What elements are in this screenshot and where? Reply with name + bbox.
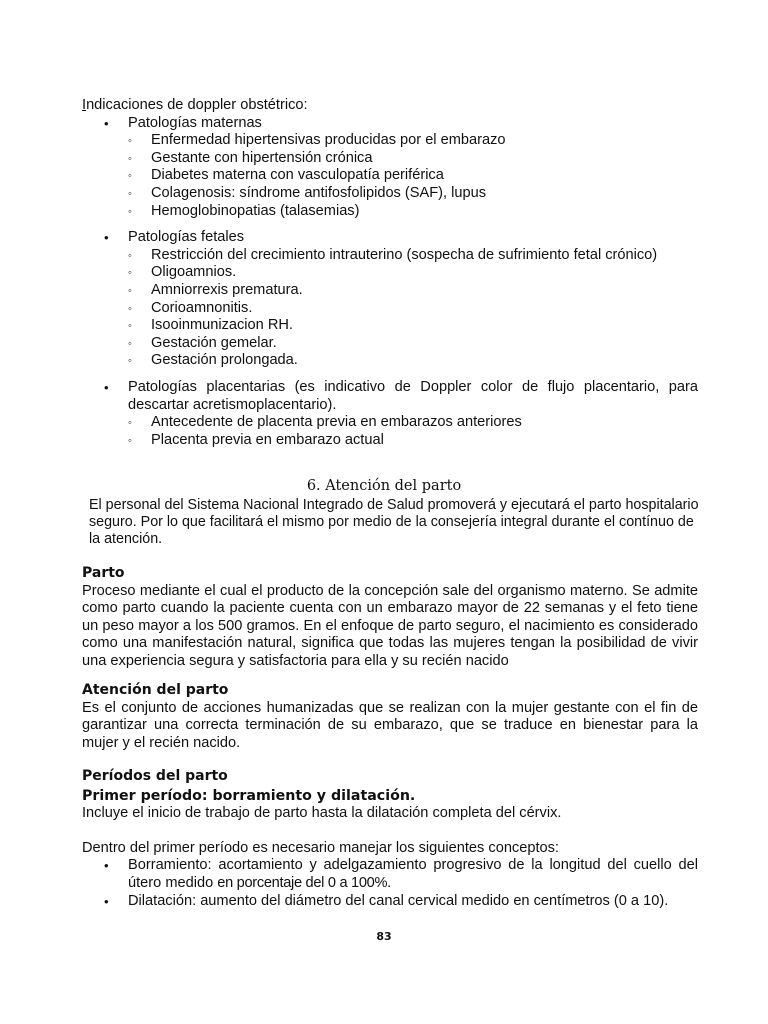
maternal-title: Patologías maternas bbox=[128, 114, 262, 131]
list-item bbox=[82, 857, 698, 892]
circle-bullet-icon: ◦ bbox=[128, 267, 132, 280]
borramiento-text: Borramiento: acortamiento y adelgazamiento progresivo de la longitud del cuello del útero medido bbox=[128, 857, 698, 891]
list-item-text: Gestante con hipertensión crónica bbox=[151, 149, 373, 166]
doppler-intro bbox=[82, 97, 698, 115]
bullet-icon: • bbox=[104, 893, 109, 909]
circle-bullet-icon: ◦ bbox=[128, 434, 132, 447]
section-intro-text: El personal del Sistema Nacional Integrado de Salud promoverá y ejecutará el parto hospitalario seguro. Por lo que facilitará el mismo por medio de la consejería integral durante el contínuo de la atención. bbox=[89, 497, 699, 547]
page-number: 83 bbox=[376, 930, 392, 943]
list-item-text: Gestación prolongada. bbox=[151, 352, 298, 369]
circle-bullet-icon: ◦ bbox=[128, 337, 132, 350]
periodos-heading: Períodos del parto bbox=[82, 768, 228, 784]
fetal-list bbox=[82, 229, 698, 370]
section-intro bbox=[89, 497, 700, 548]
maternal-list bbox=[82, 115, 698, 221]
list-item-text: Corioamnonitis. bbox=[151, 299, 253, 316]
list-item bbox=[82, 414, 698, 432]
list-item bbox=[82, 264, 698, 282]
concepts-intro: Dentro del primer período es necesario manejar los siguientes conceptos: bbox=[82, 839, 559, 856]
list-item bbox=[82, 432, 698, 450]
list-item bbox=[82, 282, 698, 300]
list-item-text: Diabetes materna con vasculopatía periférica bbox=[151, 167, 444, 184]
circle-bullet-icon: ◦ bbox=[128, 187, 132, 200]
circle-bullet-icon: ◦ bbox=[128, 355, 132, 368]
circle-bullet-icon: ◦ bbox=[128, 249, 132, 262]
parto-heading: Parto bbox=[82, 565, 125, 581]
circle-bullet-icon: ◦ bbox=[128, 205, 132, 218]
list-item bbox=[82, 352, 698, 370]
list-item bbox=[82, 300, 698, 318]
borramiento-text-end: en porcentaje del 0 a 100%. bbox=[217, 874, 391, 891]
intro-rest: ndicaciones de doppler obstétrico: bbox=[86, 97, 308, 113]
doppler-section bbox=[82, 97, 698, 449]
concepts-list bbox=[82, 857, 698, 910]
fetal-bullet bbox=[82, 229, 698, 247]
circle-bullet-icon: ◦ bbox=[128, 302, 132, 315]
bullet-icon: • bbox=[104, 379, 109, 395]
periodos-section bbox=[82, 768, 698, 910]
circle-bullet-icon: ◦ bbox=[128, 170, 132, 183]
first-period-heading: Primer período: borramiento y dilatación. bbox=[82, 787, 416, 804]
list-item-text: Isooinmunizacion RH. bbox=[151, 317, 293, 334]
list-item bbox=[82, 247, 698, 265]
list-item-text: Placenta previa en embarazo actual bbox=[151, 431, 384, 448]
list-item bbox=[82, 893, 698, 911]
bullet-icon: • bbox=[104, 230, 109, 246]
list-item bbox=[82, 203, 698, 221]
first-period-text: Incluye el inicio de trabajo de parto hasta la dilatación completa del cérvix. bbox=[82, 805, 562, 822]
list-item-text: Hemoglobinopatias (talasemias) bbox=[151, 202, 360, 219]
intro-first-letter: I bbox=[82, 97, 87, 113]
circle-bullet-icon: ◦ bbox=[128, 417, 132, 430]
list-item bbox=[82, 150, 698, 168]
list-item bbox=[82, 335, 698, 353]
list-item bbox=[82, 167, 698, 185]
list-item bbox=[82, 185, 698, 203]
atencion-text: Es el conjunto de acciones humanizadas que se realizan con la mujer gestante con el fin de garantizar una correcta terminación de su embarazo, que se traduce en bienestar para la mujer y el recién nacido. bbox=[82, 699, 698, 751]
list-item-text: Enfermedad hipertensivas producidas por el embarazo bbox=[151, 132, 506, 149]
list-item bbox=[82, 317, 698, 335]
atencion-section bbox=[82, 682, 698, 752]
list-item-text: Antecedente de placenta previa en embarazos anteriores bbox=[151, 414, 522, 431]
list-item-text: Gestación gemelar. bbox=[151, 334, 277, 351]
section-heading: 6. Atención del parto bbox=[306, 478, 462, 494]
bullet-icon: • bbox=[104, 858, 109, 874]
placental-title: Patologías placentarias (es indicativo de Doppler color de flujo placentario, para descartar acretismoplacentario). bbox=[128, 378, 698, 413]
parto-text: Proceso mediante el cual el producto de la concepción sale del organismo materno. Se admite como parto cuando la paciente cuenta con un embarazo mayor de 22 semanas y el feto tiene un peso mayor a los 500 gramos. En el enfoque de parto seguro, el nacimiento es considerado como una manifestación natural, significa que todas las mujeres tengan la posibilidad de vivir una experiencia segura y satisfactoria para ella y su recién nacido bbox=[82, 582, 698, 669]
circle-bullet-icon: ◦ bbox=[128, 135, 132, 148]
circle-bullet-icon: ◦ bbox=[128, 152, 132, 165]
list-item bbox=[82, 132, 698, 150]
list-item-text: Oligoamnios. bbox=[151, 264, 237, 281]
placental-bullet bbox=[82, 379, 698, 414]
list-item-text: Colagenosis: síndrome antifosfolipidos (SAF), lupus bbox=[151, 184, 487, 201]
dilatacion-text: Dilatación: aumento del diámetro del canal cervical medido en centímetros (0 a 10). bbox=[128, 892, 669, 909]
circle-bullet-icon: ◦ bbox=[128, 320, 132, 333]
atencion-heading: Atención del parto bbox=[82, 682, 229, 698]
fetal-title: Patologías fetales bbox=[128, 229, 245, 246]
list-item-text: Restricción del crecimiento intrauterino (sospecha de sufrimiento fetal crónico) bbox=[151, 246, 658, 263]
parto-section bbox=[82, 565, 698, 671]
placental-list bbox=[82, 379, 698, 449]
bullet-icon: • bbox=[104, 115, 109, 131]
circle-bullet-icon: ◦ bbox=[128, 284, 132, 297]
list-item-text: Amniorrexis prematura. bbox=[151, 281, 303, 298]
maternal-bullet bbox=[82, 115, 698, 133]
